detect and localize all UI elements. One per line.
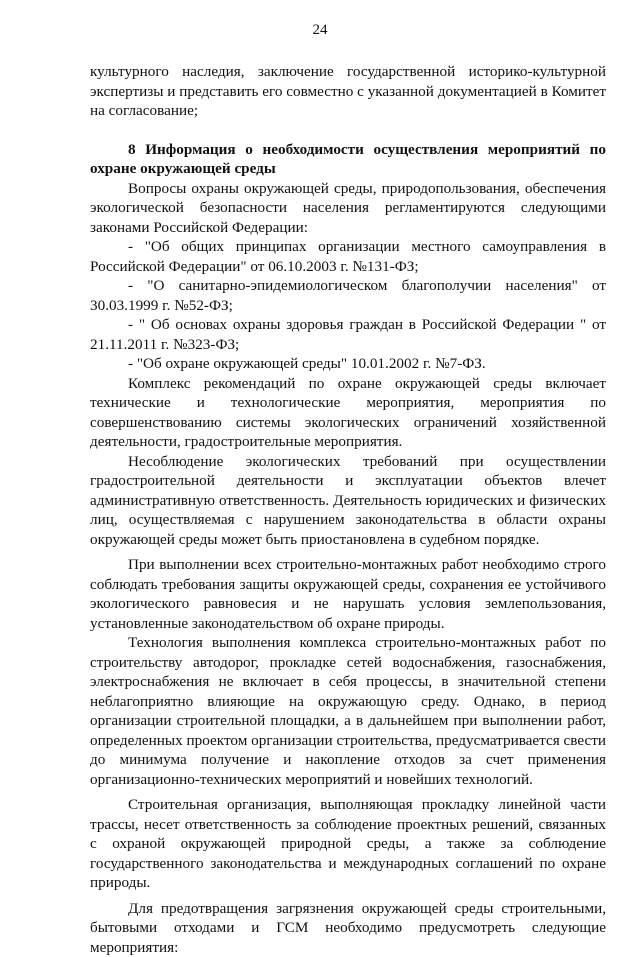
body-paragraph: Технология выполнения комплекса строительно-монтажных работ по строительству автодорог, прокладке сетей водоснабжения, газоснабжения, электроснабжения не включает в себя процессы, в значительной степени неблагоприятно влияющие на окружающую среду. Однако, в период организации строительной площадки, а в дальнейшем при выполнении работ, определенных проектом организации строительства, предусматривается свести до минимума получение и накопление отходов за счет применения организационно-технических мероприятий и новейших технологий. <box>90 633 606 789</box>
page-content <box>90 62 606 957</box>
law-item: - "Об охране окружающей среды" 10.01.2002 г. №7-ФЗ. <box>90 354 606 374</box>
law-item: - " Об основах охраны здоровья граждан в Российской Федерации " от 21.11.2011 г. №323-ФЗ; <box>90 315 606 354</box>
intro-paragraph: культурного наследия, заключение государственной историко-культурной экспертизы и представить его совместно с указанной документацией в Комитет на согласование; <box>90 62 606 121</box>
body-paragraph: Несоблюдение экологических требований при осуществлении градостроительной деятельности и эксплуатации объектов влечет административную ответственность. Деятельность юридических и физических лиц, осуществляемая с нарушением законодательства в области охраны окружающей среды может быть приостановлена в судебном порядке. <box>90 452 606 550</box>
section-lead-paragraph: Вопросы охраны окружающей среды, природопользования, обеспечения экологической безопасности населения регламентируются следующими законами Российской Федерации: <box>90 179 606 238</box>
body-paragraph: Для предотвращения загрязнения окружающей среды строительными, бытовыми отходами и ГСМ необходимо предусмотреть следующие мероприятия: <box>90 899 606 957</box>
body-paragraph: Строительная организация, выполняющая прокладку линейной части трассы, несет ответственность за соблюдение проектных решений, связанных с охраной окружающей природной среды, а также за соблюдение государственного законодательства и международных соглашений по охране природы. <box>90 795 606 893</box>
law-item: - "Об общих принципах организации местного самоуправления в Российской Федерации" от 06.10.2003 г. №131-ФЗ; <box>90 237 606 276</box>
section-heading: 8 Информация о необходимости осуществления мероприятий по охране окружающей среды <box>90 140 606 179</box>
page-number: 24 <box>0 22 640 39</box>
body-paragraph: При выполнении всех строительно-монтажных работ необходимо строго соблюдать требования защиты окружающей среды, сохранения ее устойчивого экологического равновесия и не нарушать условия землепользования, установленные законодательством об охране природы. <box>90 555 606 633</box>
body-paragraph: Комплекс рекомендаций по охране окружающей среды включает технические и технологические мероприятия, мероприятия по совершенствованию системы экологических ограничений хозяйственной деятельности, градостроительные мероприятия. <box>90 374 606 452</box>
law-item: - "О санитарно-эпидемиологическом благополучии населения" от 30.03.1999 г. №52-ФЗ; <box>90 276 606 315</box>
